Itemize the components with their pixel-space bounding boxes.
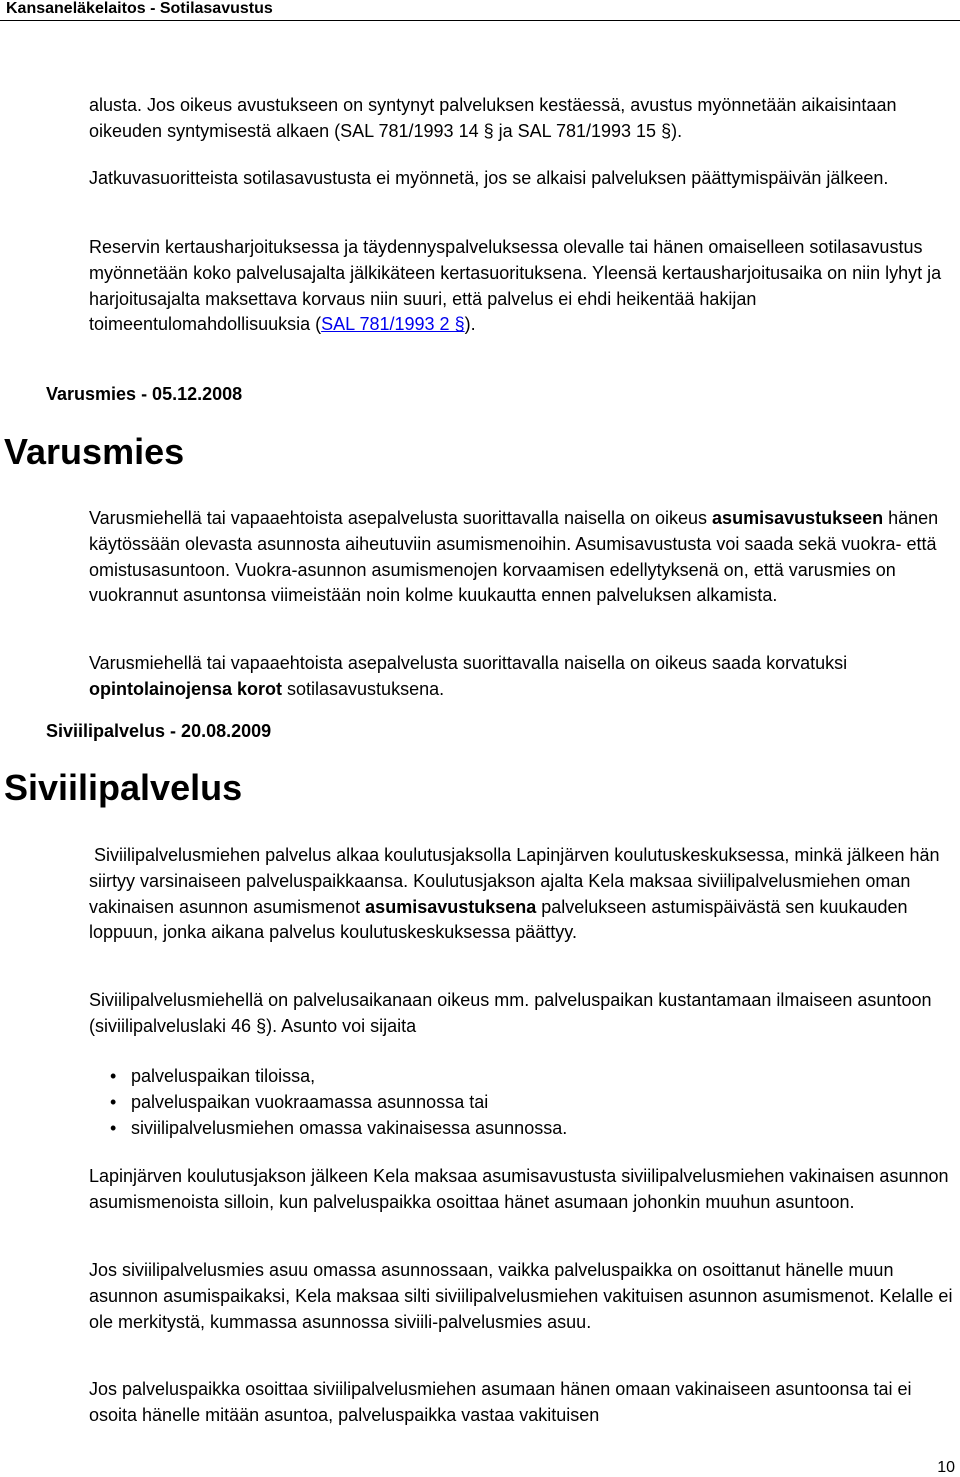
varusmies-p1-rest: hänen käytössään olevasta asunnosta aiheutuviin asumismenoihin. Asumisavustusta voi saada sekä vuokra- että omistusasuntoon. Vuokra-asunnon asumismenojen korvaamisen edellytyksenä on, että varusmies on vuokrannut asuntonsa viimeistään noin kolme kuukautta ennen palveluksen alkamista. bbox=[89, 508, 939, 606]
intro-paragraph-2: Jatkuvasuoritteista sotilasavustusta ei myönnetä, jos se alkaisi palveluksen päättymispäivän jälkeen. bbox=[89, 168, 889, 188]
sal-2-link[interactable]: SAL 781/1993 2 § bbox=[321, 314, 465, 335]
varusmies-paragraph-1 bbox=[89, 506, 955, 609]
bullet-icon: • bbox=[110, 1091, 117, 1112]
varusmies-p2-bold: opintolainojensa korot bbox=[89, 678, 283, 699]
bullet-icon: • bbox=[110, 1066, 117, 1086]
siviili-paragraph-4: Jos siviilipalvelusmies asuu omassa asunnossaan, vaikka palveluspaikka on osoittanut hänelle muun asunnon asumispaikaksi, Kela maksaa silti siviilipalvelusmiehen vakituisen asunnon asumismenot. Kelalle ei ole merkitystä, kummassa asunnossa siviili-palvelusmies asuu. bbox=[89, 1260, 953, 1332]
bullet-icon: • bbox=[110, 1117, 117, 1138]
page-number: 10 bbox=[937, 1459, 955, 1476]
list-item-text: palveluspaikan vuokraamassa asunnossa tai bbox=[131, 1091, 489, 1112]
varusmies-p2-rest: sotilasavustuksena. bbox=[282, 678, 445, 699]
list-item-text: palveluspaikan tiloissa, bbox=[131, 1066, 316, 1086]
list-item bbox=[89, 1090, 949, 1116]
intro-paragraph-3-text: Reservin kertausharjoituksessa ja täydennyspalveluksessa olevalle tai hänen omaiselleen sotilasavustus myönnetään koko palvelusajalta jälkikäteen kertasuorituksena. Yleensä kertausharjoitusaika on niin lyhyt ja harjoitusajalta maksettava korvaus niin suuri, että palvelus ei ehdi heikentää hakijan toimeentulomahdollisuuksia ( bbox=[89, 237, 942, 335]
intro-paragraph-1-text: alusta. Jos oikeus avustukseen on syntynyt palveluksen kestäessä, avustus myönnetään aikaisintaan oikeuden syntymisestä alkaen (SAL 781/1993 14 § ja SAL 781/1993 15 §). bbox=[89, 95, 897, 141]
intro-paragraph-3-end: ). bbox=[464, 314, 476, 335]
siviili-paragraph-2: Siviilipalvelusmiehellä on palvelusaikanaan oikeus mm. palveluspaikan kustantamaan ilmaiseen asuntoon (siviilipalveluslaki 46 §). Asunto voi sijaita bbox=[89, 990, 932, 1036]
varusmies-date: Varusmies - 05.12.2008 bbox=[46, 384, 243, 404]
siviili-paragraph-1 bbox=[89, 843, 955, 946]
list-item bbox=[89, 1116, 949, 1142]
siviili-paragraph-5: Jos palveluspaikka osoittaa siviilipalvelusmiehen asumaan hänen omaan vakinaiseen asuntoonsa tai ei osoita hänelle mitään asuntoa, palveluspaikka vastaa vakituisen bbox=[89, 1379, 912, 1425]
varusmies-p1-bold: asumisavustukseen bbox=[712, 508, 884, 528]
varusmies-p2-text: Varusmiehellä tai vapaaehtoista asepalvelusta suorittavalla naisella on oikeus saada korvatuksi bbox=[89, 653, 848, 673]
varusmies-paragraph-2 bbox=[89, 651, 955, 703]
varusmies-p1-text: Varusmiehellä tai vapaaehtoista asepalvelusta suorittavalla naisella on oikeus bbox=[89, 508, 713, 528]
list-item-text: siviilipalvelusmiehen omassa vakinaisessa asunnossa. bbox=[131, 1117, 568, 1138]
siviili-heading: Siviilipalvelus bbox=[4, 767, 243, 808]
siviili-p1-rest: palvelukseen astumispäivästä sen kuukauden loppuun, jonka aikana palvelus koulutuskeskuksessa päättyy. bbox=[89, 896, 908, 943]
siviili-p1-bold: asumisavustuksena bbox=[365, 896, 537, 917]
list-item bbox=[89, 1064, 949, 1090]
header-divider bbox=[0, 20, 960, 21]
siviili-paragraph-3: Lapinjärven koulutusjakson jälkeen Kela maksaa asumisavustusta siviilipalvelusmiehen vakinaisen asunnon asumismenoista silloin, kun palveluspaikka osoittaa hänet asumaan johonkin muuhun asuntoon. bbox=[89, 1166, 949, 1212]
intro-paragraph-3 bbox=[89, 235, 955, 338]
page-header-title: Kansaneläkelaitos - Sotilasavustus bbox=[6, 0, 273, 17]
intro-paragraph-1 bbox=[89, 93, 955, 145]
varusmies-heading: Varusmies bbox=[4, 431, 185, 472]
asunto-bullet-list bbox=[89, 1064, 949, 1141]
siviili-p1-text: Siviilipalvelusmiehen palvelus alkaa koulutusjaksolla Lapinjärven koulutuskeskuksessa, minkä jälkeen hän siirtyy varsinaiseen palveluspaikkaansa. Koulutusjakson ajalta Kela maksaa siviilipalvelusmiehen oman vakinaisen asunnon asumismenot bbox=[89, 845, 945, 917]
siviili-date: Siviilipalvelus - 20.08.2009 bbox=[46, 721, 272, 741]
